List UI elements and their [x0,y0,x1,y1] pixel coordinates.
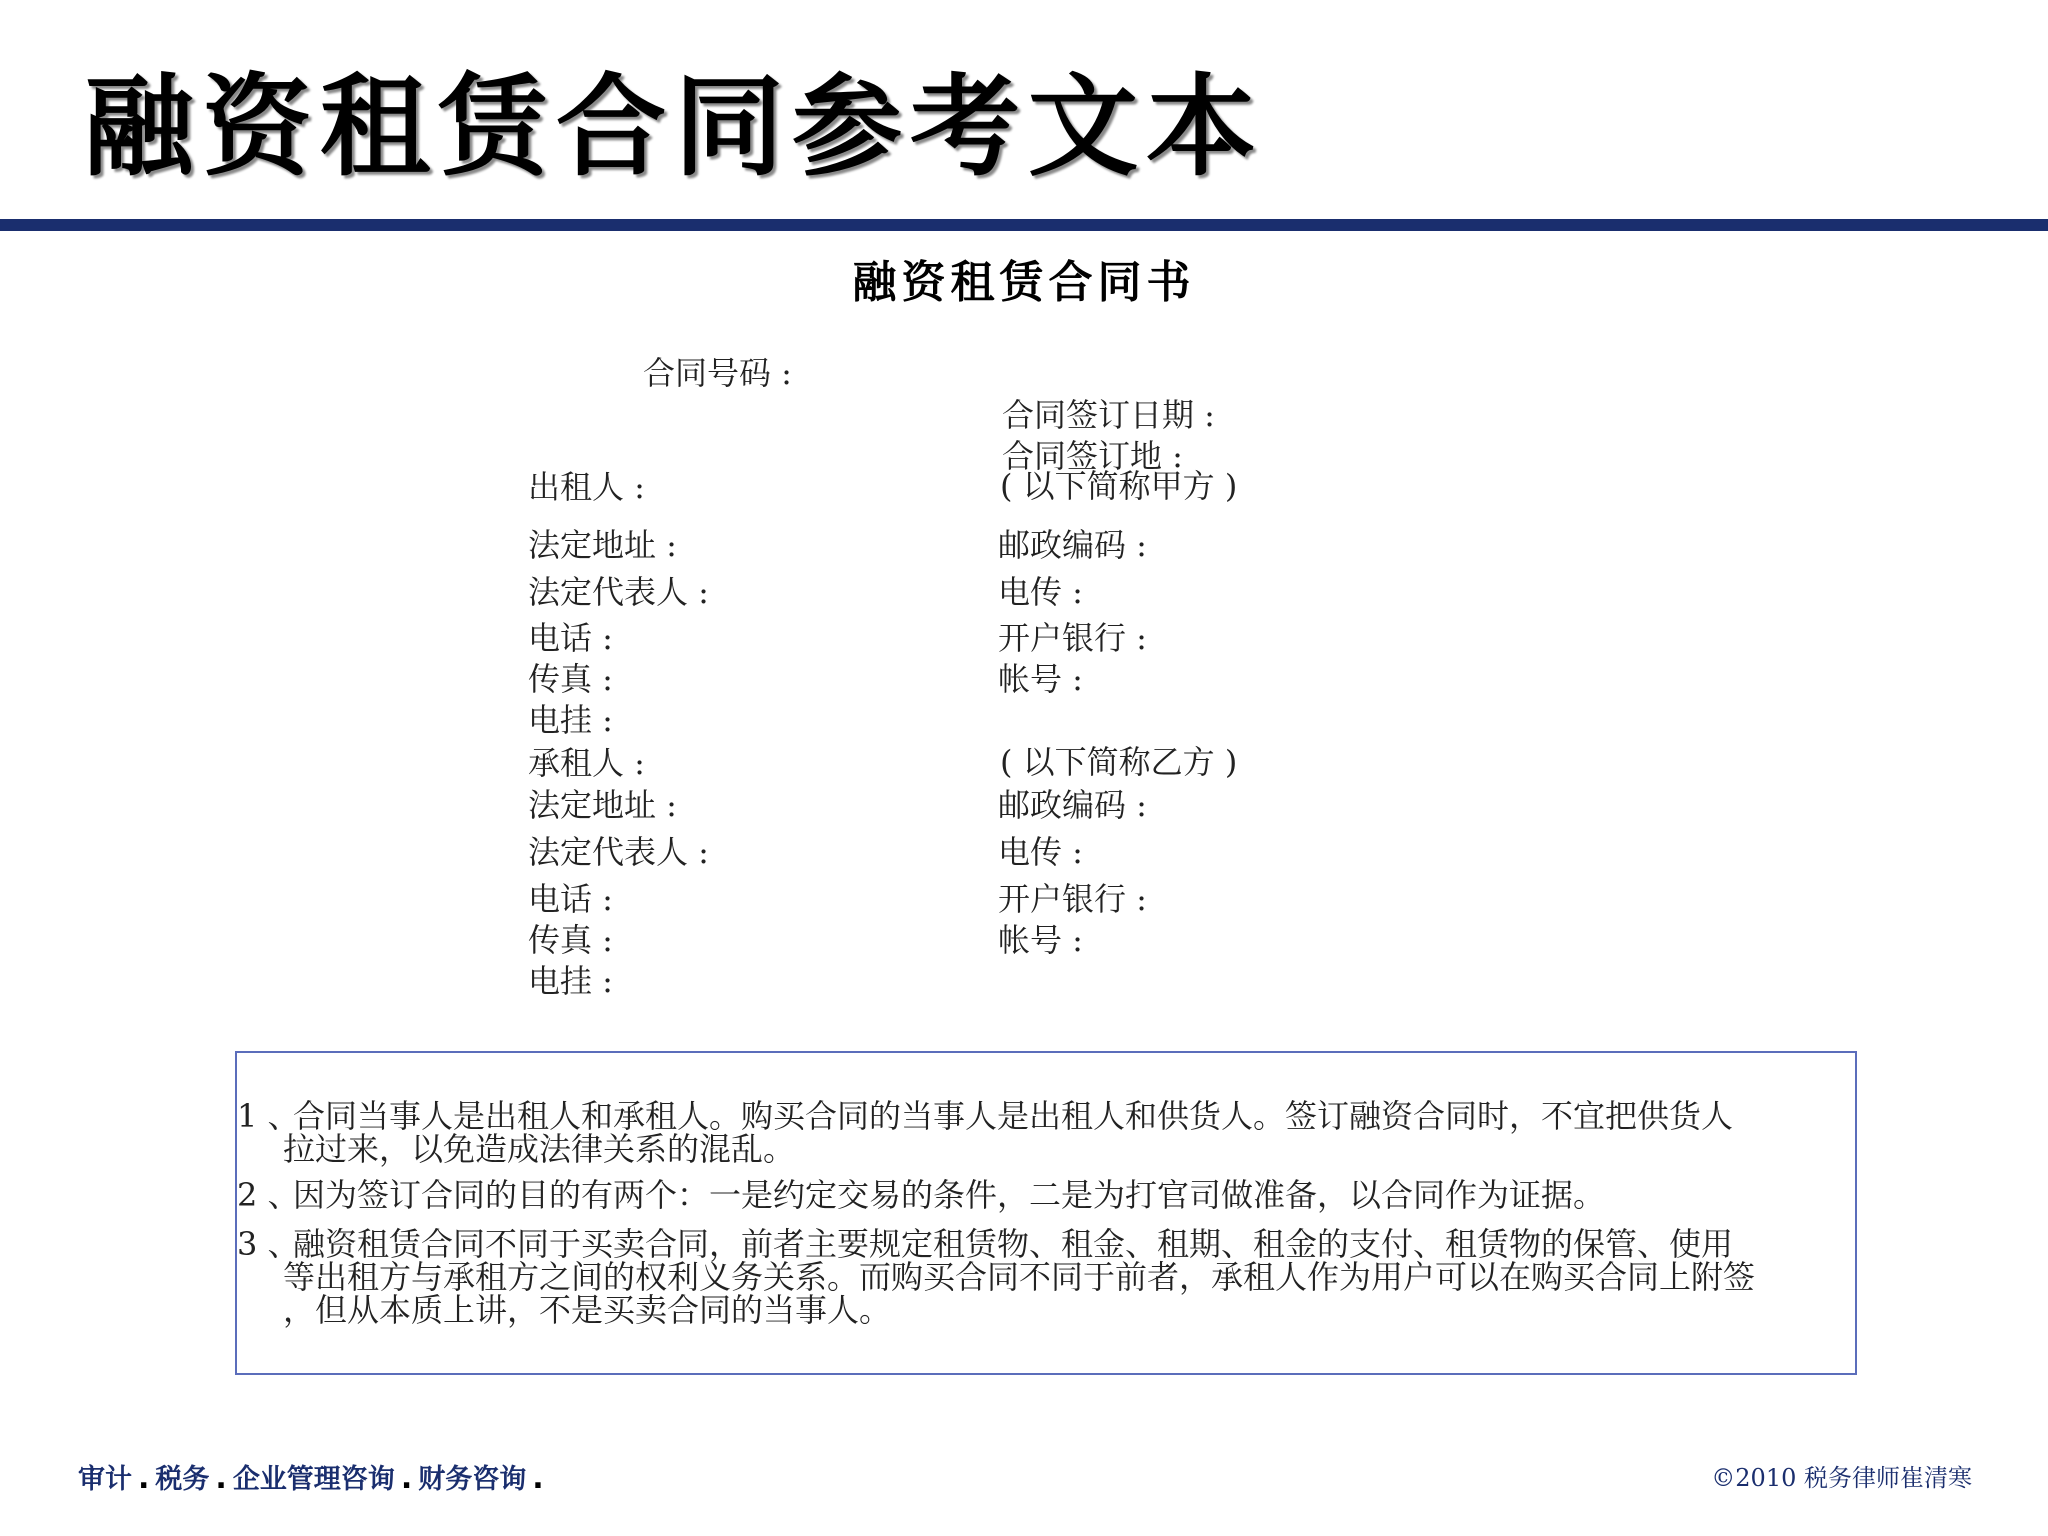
lessee-postcode-label: 邮政编码 : [998,786,1147,824]
lessee-fax-label: 传真 : [528,921,613,959]
footer-dot: . [138,1461,150,1496]
lessor-rep-label: 法定代表人 : [528,573,709,611]
note-text: 拉过来，以免造成法律关系的混乱。 [283,1130,796,1168]
title-divider [0,219,2048,231]
footer-service-item: 企业管理咨询 [232,1464,395,1495]
lessor-account-label: 帐号 : [998,660,1083,698]
note-text: 等出租方与承租方之间的权利义务关系。而购买合同不同于前者，承租人作为用户可以在购买合同上附签 [283,1258,1756,1296]
note-number: 1 、 [237,1097,300,1135]
document-heading: 融资租赁合同书 [852,257,1196,308]
note-number: 3 、 [237,1225,300,1263]
lessee-bank-label: 开户银行 : [998,880,1147,918]
sign-place-label: 合同签订地 : [1002,437,1183,475]
note-item [237,1176,1867,1214]
note-number: 2 、 [237,1176,300,1214]
lessor-phone-label: 电话 : [528,619,613,657]
lessee-phone-label: 电话 : [528,880,613,918]
contract-number-label: 合同号码 : [643,354,792,392]
footer-service-item: 税务 [155,1464,210,1495]
note-text: 融资租赁合同不同于买卖合同，前者主要规定租赁物、租金、租期、租金的支付、租赁物的保管、使用 [293,1225,1734,1263]
slide-title: 融资租赁合同参考文本 [84,63,1264,191]
lessee-rep-label: 法定代表人 : [528,833,709,871]
footer-service-item: 财务咨询 [418,1464,527,1495]
lessor-fax-label: 传真 : [528,660,613,698]
footer-dot: . [532,1461,544,1496]
lessor-postcode-label: 邮政编码 : [998,526,1147,564]
lessee-account-label: 帐号 : [998,921,1083,959]
lessor-telegram-label: 电挂 : [528,701,613,739]
lessor-cable-label: 电传 : [998,573,1083,611]
lessee-name-label: 承租人 : [528,744,645,782]
note-item [237,1097,1867,1168]
lessee-abbr: ( 以下简称乙方 ) [1000,743,1238,781]
lessor-abbr: ( 以下简称甲方 ) [1000,467,1238,505]
note-text: 合同当事人是出租人和承租人。购买合同的当事人是出租人和供货人。签订融资合同时，不宜把供货人 [293,1097,1734,1135]
lessee-cable-label: 电传 : [998,833,1083,871]
lessee-address-label: 法定地址 : [528,786,677,824]
footer-service-item: 审计 [78,1464,132,1495]
note-text: 因为签订合同的目的有两个：一是约定交易的条件，二是为打官司做准备，以合同作为证据。 [293,1176,1606,1214]
note-item [237,1225,1867,1329]
footer-dot: . [215,1461,227,1496]
notes-box [235,1051,1857,1375]
footer-services [78,1457,550,1496]
footer-dot: . [400,1461,413,1496]
footer-copyright: ©2010 税务律师崔清寒 [1711,1464,1972,1492]
lessee-telegram-label: 电挂 : [528,962,613,1000]
lessor-address-label: 法定地址 : [528,526,677,564]
note-text: ，但从本质上讲，不是买卖合同的当事人。 [283,1291,892,1329]
lessor-name-label: 出租人 : [528,468,645,506]
lessor-bank-label: 开户银行 : [998,619,1147,657]
sign-date-label: 合同签订日期 : [1002,396,1215,434]
